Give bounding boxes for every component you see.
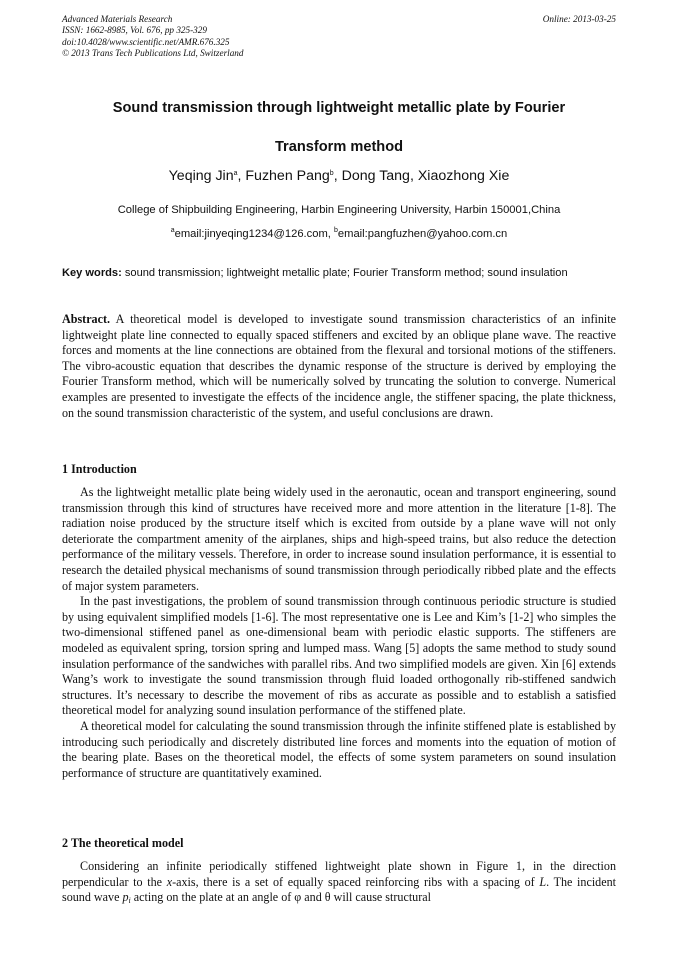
doi-line: doi:10.4028/www.scientific.net/AMR.676.325: [62, 36, 230, 47]
keywords: [62, 265, 616, 283]
online-date: Online: 2013-03-25: [542, 14, 616, 24]
section-2-body: [62, 859, 616, 906]
text-run: -axis, there is a set of equally spaced reinforcing ribs with a spacing of: [172, 874, 540, 889]
email-a-mark: a: [170, 227, 175, 234]
section-1-heading: 1 Introduction: [62, 462, 137, 476]
paragraph: In the past investigations, the problem of sound transmission through continuous periodic structure is studied by using equivalent simplified models [1-6]. The most representative one is Lee and Kim’s [1-2] who simples the two-dimensional stiffened panel as one-dimensional beam with periodic elastic supports. The stiffeners are modeled as equivalent spring, torsion spring and lumped mass. Wang [5] adopts the same method to study sound insulation performance of the sandwiches with parallel ribs. And two simplified models are given. Xin [6] extends Wang’s work to investigate the sound transmission through fluid loaded orthogonally rib-stiffened sandwich structures. It’s necessary to describe the movement of ribs as accurate as possible and to establish a satisfied theoretical model for analyzing sound insulation performance of the stiffened plate.: [62, 594, 616, 718]
email-b: email:pangfuzhen@yahoo.com.cn: [337, 228, 508, 240]
other-authors: , Dong Tang, Xiaozhong Xie: [333, 168, 510, 184]
author-separator: ,: [237, 168, 246, 184]
keywords-text: sound transmission; lightweight metallic plate; Fourier Transform method; sound insulation: [121, 267, 568, 279]
text-run: acting on the plate at an angle of φ and θ will cause structural: [130, 890, 431, 905]
math-variable: p: [122, 890, 129, 905]
title-line-2: Transform method: [274, 139, 404, 155]
abstract-label: Abstract.: [62, 312, 111, 326]
journal-name: Advanced Materials Research: [62, 14, 173, 24]
math-variable: L: [539, 874, 547, 889]
author-2-mark: b: [329, 170, 334, 177]
keywords-label: Key words:: [62, 267, 122, 279]
page-header: [62, 14, 616, 60]
issn-line: ISSN: 1662-8985, Vol. 676, pp 325-329: [62, 25, 207, 36]
abstract: [62, 312, 616, 421]
text-run: . The incident sound wave: [62, 874, 616, 905]
math-subscript: i: [128, 896, 131, 906]
abstract-text: A theoretical model is developed to investigate sound transmission characteristics of an infinite lightweight plate line connected to equally spaced stiffeners and excited by an oblique plane wave. The reactive forces and moments at the line connections are obtained from the flexural and torsional motions of the stiffeners. The vibro-acoustic equation that describes the dynamic response of the structure is derived by employing the Fourier Transform method, which will be numerically solved by truncating the solution to converge. Numerical examples are presented to investigate the effects of the incidence angle, the stiffener spacing, the plate thickness, on the sound transmission characteristic of the system, and useful conclusions are drawn.: [62, 312, 616, 420]
author-list: [62, 166, 616, 186]
journal-info: [62, 14, 616, 60]
paragraph: As the lightweight metallic plate being widely used in the aeronautic, ocean and transport engineering, sound transmission through this kind of structures have received more and more attention in the literature [1-8]. The radiation noise produced by the structure itself which is excited from outside by a plane wave will not only deteriorate the compartment amenity of the airplanes, ships and high-speed trains, but also reduce the detection performance of the military vessels. Therefore, in order to increase sound insulation performance, it is essential to research the detailed physical mechanisms of sound transmission through periodically ribbed plate and the effects of major system parameters.: [62, 485, 616, 593]
paragraph: [62, 859, 616, 906]
author-emails: [62, 226, 616, 242]
email-b-mark: b: [334, 227, 338, 234]
math-variable: x: [166, 874, 173, 889]
author-2: Fuzhen Pang: [245, 168, 330, 184]
title-line-1: Sound transmission through lightweight metallic plate by Fourier: [112, 100, 566, 116]
email-a: email:jinyeqing1234@126.com,: [174, 228, 335, 240]
author-1-mark: a: [233, 170, 238, 177]
affiliation: College of Shipbuilding Engineering, Harbin Engineering University, Harbin 150001,China: [117, 204, 561, 216]
section-1-body: [62, 485, 616, 781]
paper-title: [62, 89, 616, 167]
section-2-heading: 2 The theoretical model: [62, 836, 184, 850]
paragraph: A theoretical model for calculating the sound transmission through the infinite stiffened plate is established by introducing such periodically and discretely distributed line forces and moments into the equation of motion of the bearing plate. Bases on the theoretical model, the effects of some system parameters on sound insulation performance of structure are quantitatively examined.: [62, 718, 616, 780]
author-1: Yeqing Jin: [168, 168, 234, 184]
text-run: Considering an infinite periodically stiffened lightweight plate shown in Figure 1, in the direction perpendicular to the: [62, 859, 616, 889]
copyright-line: © 2013 Trans Tech Publications Ltd, Switzerland: [62, 48, 244, 59]
